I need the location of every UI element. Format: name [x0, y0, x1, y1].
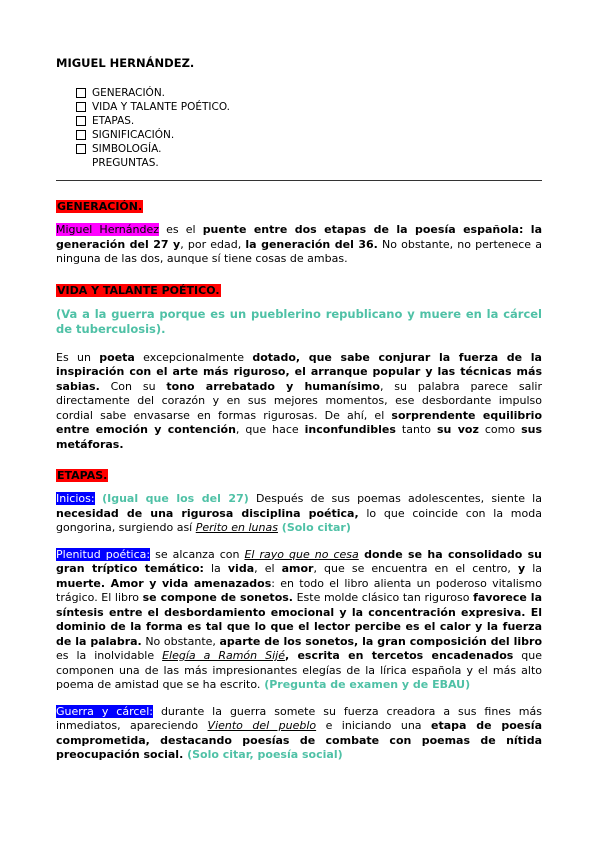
toc-item: VIDA Y TALANTE POÉTICO. — [76, 100, 542, 114]
work-title: Perito en lunas — [195, 521, 278, 534]
checkbox-bullet-icon — [76, 130, 86, 140]
checkbox-bullet-icon — [76, 144, 86, 154]
section-heading-generacion: GENERACIÓN. — [57, 200, 143, 213]
work-title: Viento del pueblo — [207, 719, 317, 732]
highlight-name: Miguel Hernández — [56, 223, 160, 236]
note-vida: (Va a la guerra porque es un pueblerino republicano y muere en la cárcel de tuberculosis). — [56, 306, 542, 336]
document-title: MIGUEL HERNÁNDEZ. — [56, 56, 195, 70]
stage-label-plenitud: Plenitud poética: — [56, 547, 151, 561]
paragraph-plenitud: Plenitud poética: se alcanza con El rayo que no cesa donde se ha consolidado su gran tríptico temático: la vida, el amor, que se encuentra en el centro, y la muerte. Amor y vida amenazados: en todo el libro alienta un poderoso vitalismo trágico. El libro se compone de sonetos. Este molde clásico tan riguroso favorece la síntesis entre el desbordamiento emocional y la concentración expresiva. El dominio de la forma es tal que lo que el lector percibe es el calor y la fuerza de la palabra. No obstante, aparte de los sonetos, la gran composición del libro es la inolvidable Elegía a Ramón Sijé, escrita en tercetos encadenados que componen una de las más impresionantes elegías de la lírica española y el más alto poema de amistad que se ha escrito. (Pregunta de examen y de EBAU) — [56, 547, 543, 691]
section-heading-vida: VIDA Y TALANTE POÉTICO. — [57, 283, 220, 297]
work-title: Elegía a Ramón Sijé — [162, 649, 285, 662]
toc-item: GENERACIÓN. — [76, 86, 542, 100]
checkbox-bullet-icon — [76, 116, 86, 126]
toc-item: ETAPAS. — [76, 114, 542, 128]
stage-label-inicios: Inicios: — [56, 492, 95, 505]
section-heading-etapas: ETAPAS. — [57, 469, 108, 482]
toc-item: SIMBOLOGÍA. — [76, 142, 542, 156]
document-page — [56, 56, 542, 775]
separator-line — [56, 180, 542, 181]
checkbox-bullet-icon — [76, 88, 86, 98]
stage-label-guerra: Guerra y cárcel: — [56, 704, 153, 718]
work-title: El rayo que no cesa — [244, 547, 359, 561]
paragraph-inicios: Inicios: (Igual que los del 27) Después de sus poemas adolescentes, siente la necesidad de una rigurosa disciplina poética, lo que coincide con la moda gongorina, surgiendo así Perito en lunas (Solo citar) — [56, 492, 542, 534]
checkbox-bullet-icon — [76, 102, 86, 112]
toc-item: PREGUNTAS. — [92, 157, 159, 169]
paragraph-vida: Es un poeta excepcionalmente dotado, que sabe conjurar la fuerza de la inspiración con el arte más riguroso, el arranque popular y las técnicas más sabias. Con su tono arrebatado y humanísimo, su palabra parece salir directamente del corazón y en sus mejores momentos, ese desbordante impulso cordial sabe envasarse en formas rigurosas. De ahí, el sorprendente equilibrio entre emoción y contención, que hace inconfundibles tanto su voz como sus metáforas. — [56, 350, 543, 451]
table-of-contents — [56, 86, 542, 170]
toc-item: SIGNIFICACIÓN. — [76, 128, 542, 142]
paragraph-generacion: Miguel Hernández es el puente entre dos etapas de la poesía española: la generación del 27 y, por edad, la generación del 36. No obstante, no pertenece a ninguna de las dos, aunque sí tiene cosas de ambas. — [56, 223, 543, 265]
paragraph-guerra: Guerra y cárcel: durante la guerra somete su fuerza creadora a sus fines más inmediatos, apareciendo Viento del pueblo e iniciando una etapa de poesía comprometida, destacando poesías de combate con poemas de nítida preocupación social. (Solo citar, poesía social) — [56, 704, 542, 761]
